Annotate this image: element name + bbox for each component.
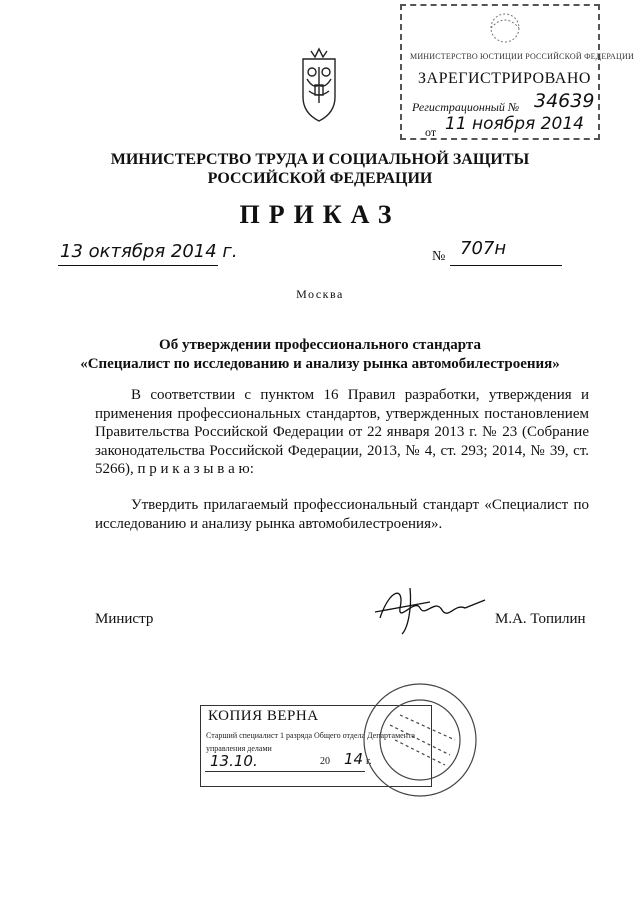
ministry-name-line2: РОССИЙСКОЙ ФЕДЕРАЦИИ (207, 170, 433, 187)
order-number-label: № (432, 249, 446, 264)
copy-stamp-year-prefix: 20 (320, 756, 330, 767)
registration-date-label: от (425, 125, 437, 139)
copy-stamp-year-suffix: г. (366, 756, 372, 767)
copy-stamp-department: управления делами (206, 744, 272, 753)
registration-date: 11 ноября 2014 (445, 114, 584, 134)
order-number: 707н (460, 238, 507, 259)
signatory-name: М.А. Топилин (495, 611, 586, 627)
registration-number-label: Регистрационный № (412, 100, 520, 114)
order-date-underline (58, 265, 218, 266)
body-paragraph-1: В соответствии с пунктом 16 Правил разработки, утверждения и применения профессиональных стандартов, утвержденных постановлением Правительства Российской Федерации от 22 января 2013 г. № 23 (Собрание законодательства Российской Федерации, 2013, № 4, ст. 293; 2014, № 39, ст. 5266), п р и к а з ы в а ю: (95, 387, 589, 477)
copy-stamp-date: 13.10. (210, 752, 258, 770)
signatory-position: Министр (95, 611, 154, 627)
subject-line2: «Специалист по исследованию и анализу рынка автомобилестроения» (80, 356, 560, 372)
registration-number: 34639 (534, 90, 595, 112)
registration-title: ЗАРЕГИСТРИРОВАНО (418, 70, 591, 87)
ministry-name-line1: МИНИСТЕРСТВО ТРУДА И СОЦИАЛЬНОЙ ЗАЩИТЫ (110, 151, 530, 168)
city: Москва (296, 287, 344, 301)
coat-of-arms-icon (293, 45, 345, 127)
subject-line1: Об утверждении профессионального стандарта (159, 337, 481, 353)
copy-stamp-date-underline (205, 771, 365, 772)
registration-ministry: МИНИСТЕРСТВО ЮСТИЦИИ РОССИЙСКОЙ ФЕДЕРАЦИИ (410, 52, 634, 61)
order-date: 13 октября 2014 г. (60, 241, 238, 262)
official-round-seal (360, 680, 480, 800)
copy-stamp-title: КОПИЯ ВЕРНА (208, 708, 319, 724)
handwritten-signature (370, 578, 490, 638)
document-type: ПРИКАЗ (239, 200, 401, 229)
copy-stamp-year: 14 (344, 750, 364, 768)
body-paragraph-2: Утвердить прилагаемый профессиональный стандарт «Специалист по исследованию и анализу рынка автомобилестроения». (95, 497, 589, 532)
stamp-emblem-icon (470, 8, 540, 48)
order-number-underline (450, 265, 562, 266)
copy-stamp-position: Старший специалист 1 разряда Общего отдела Департамента (206, 731, 416, 740)
